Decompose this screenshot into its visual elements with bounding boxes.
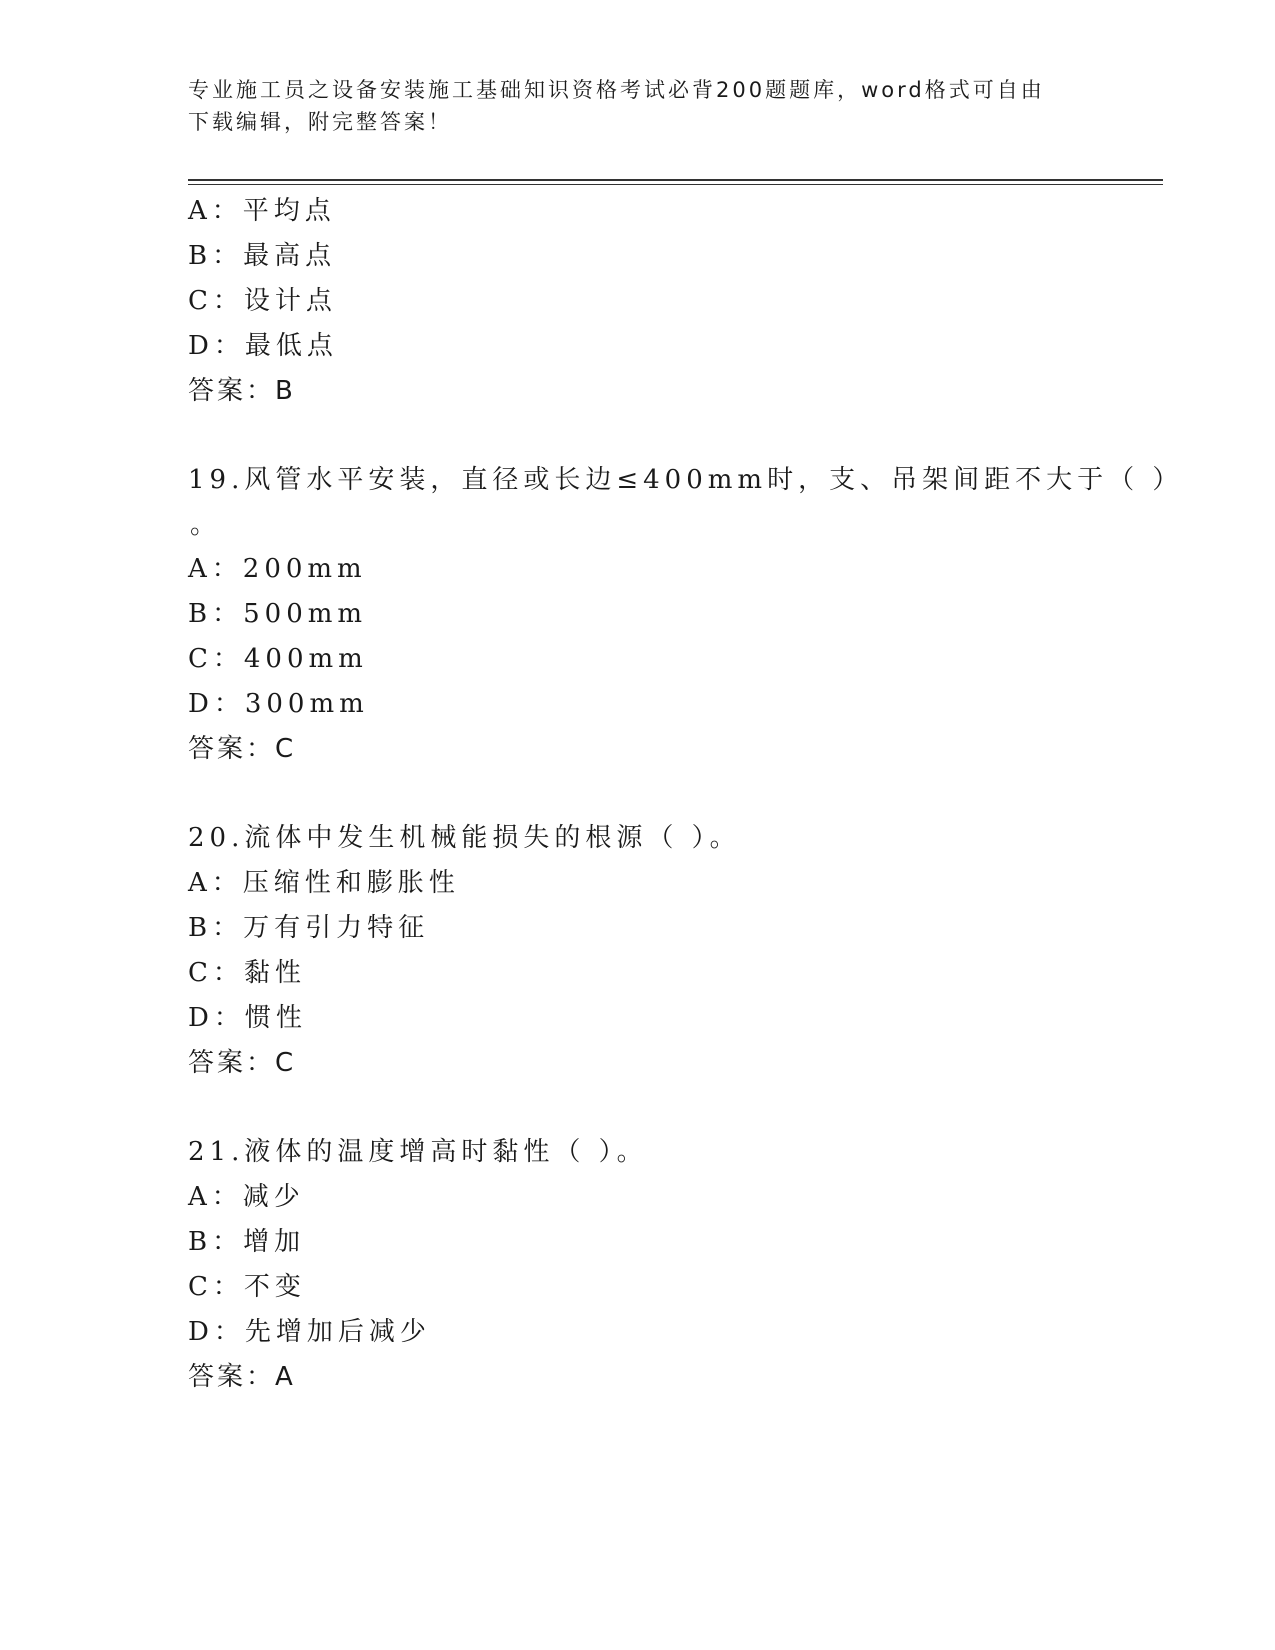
- q18-option-a: A：平均点: [188, 196, 336, 226]
- q20-option-d: D：惯性: [188, 1003, 307, 1033]
- q19-question-tail: 。: [190, 510, 217, 540]
- q19-option-c: C：400mm: [188, 644, 368, 674]
- q19-option-a: A：200mm: [188, 554, 367, 584]
- q20-answer: 答案：C: [188, 1048, 297, 1078]
- q21-option-d: D：先增加后减少: [188, 1317, 431, 1347]
- q21-option-b: B：增加: [188, 1227, 306, 1257]
- q18-answer: 答案：B: [188, 376, 296, 406]
- header-divider-thick: [188, 179, 1163, 181]
- q21-question: 21.液体的温度增高时黏性（ ）。: [188, 1137, 648, 1167]
- q20-option-c: C：黏性: [188, 958, 306, 988]
- q19-option-b: B：500mm: [188, 599, 368, 629]
- header-divider-thin: [188, 184, 1163, 185]
- q18-option-b: B：最高点: [188, 241, 337, 271]
- document-header: [188, 74, 1088, 138]
- header-line-2: 下载编辑，附完整答案！: [188, 110, 452, 134]
- q20-option-a: A：压缩性和膨胀性: [188, 868, 460, 898]
- q21-answer: 答案：A: [188, 1362, 296, 1392]
- q20-question: 20.流体中发生机械能损失的根源（ ）。: [188, 823, 741, 853]
- q21-option-a: A：减少: [188, 1182, 305, 1212]
- q20-option-b: B：万有引力特征: [188, 913, 430, 943]
- q19-option-d: D：300mm: [188, 689, 369, 719]
- header-line-1: 专业施工员之设备安装施工基础知识资格考试必背200题题库，word格式可自由: [188, 78, 1045, 102]
- q18-option-d: D：最低点: [188, 331, 338, 361]
- q19-answer: 答案：C: [188, 734, 297, 764]
- q21-option-c: C：不变: [188, 1272, 306, 1302]
- q18-option-c: C：设计点: [188, 286, 337, 316]
- q19-question: 19.风管水平安装，直径或长边≤400mm时，支、吊架间距不大于（ ）: [188, 465, 1184, 495]
